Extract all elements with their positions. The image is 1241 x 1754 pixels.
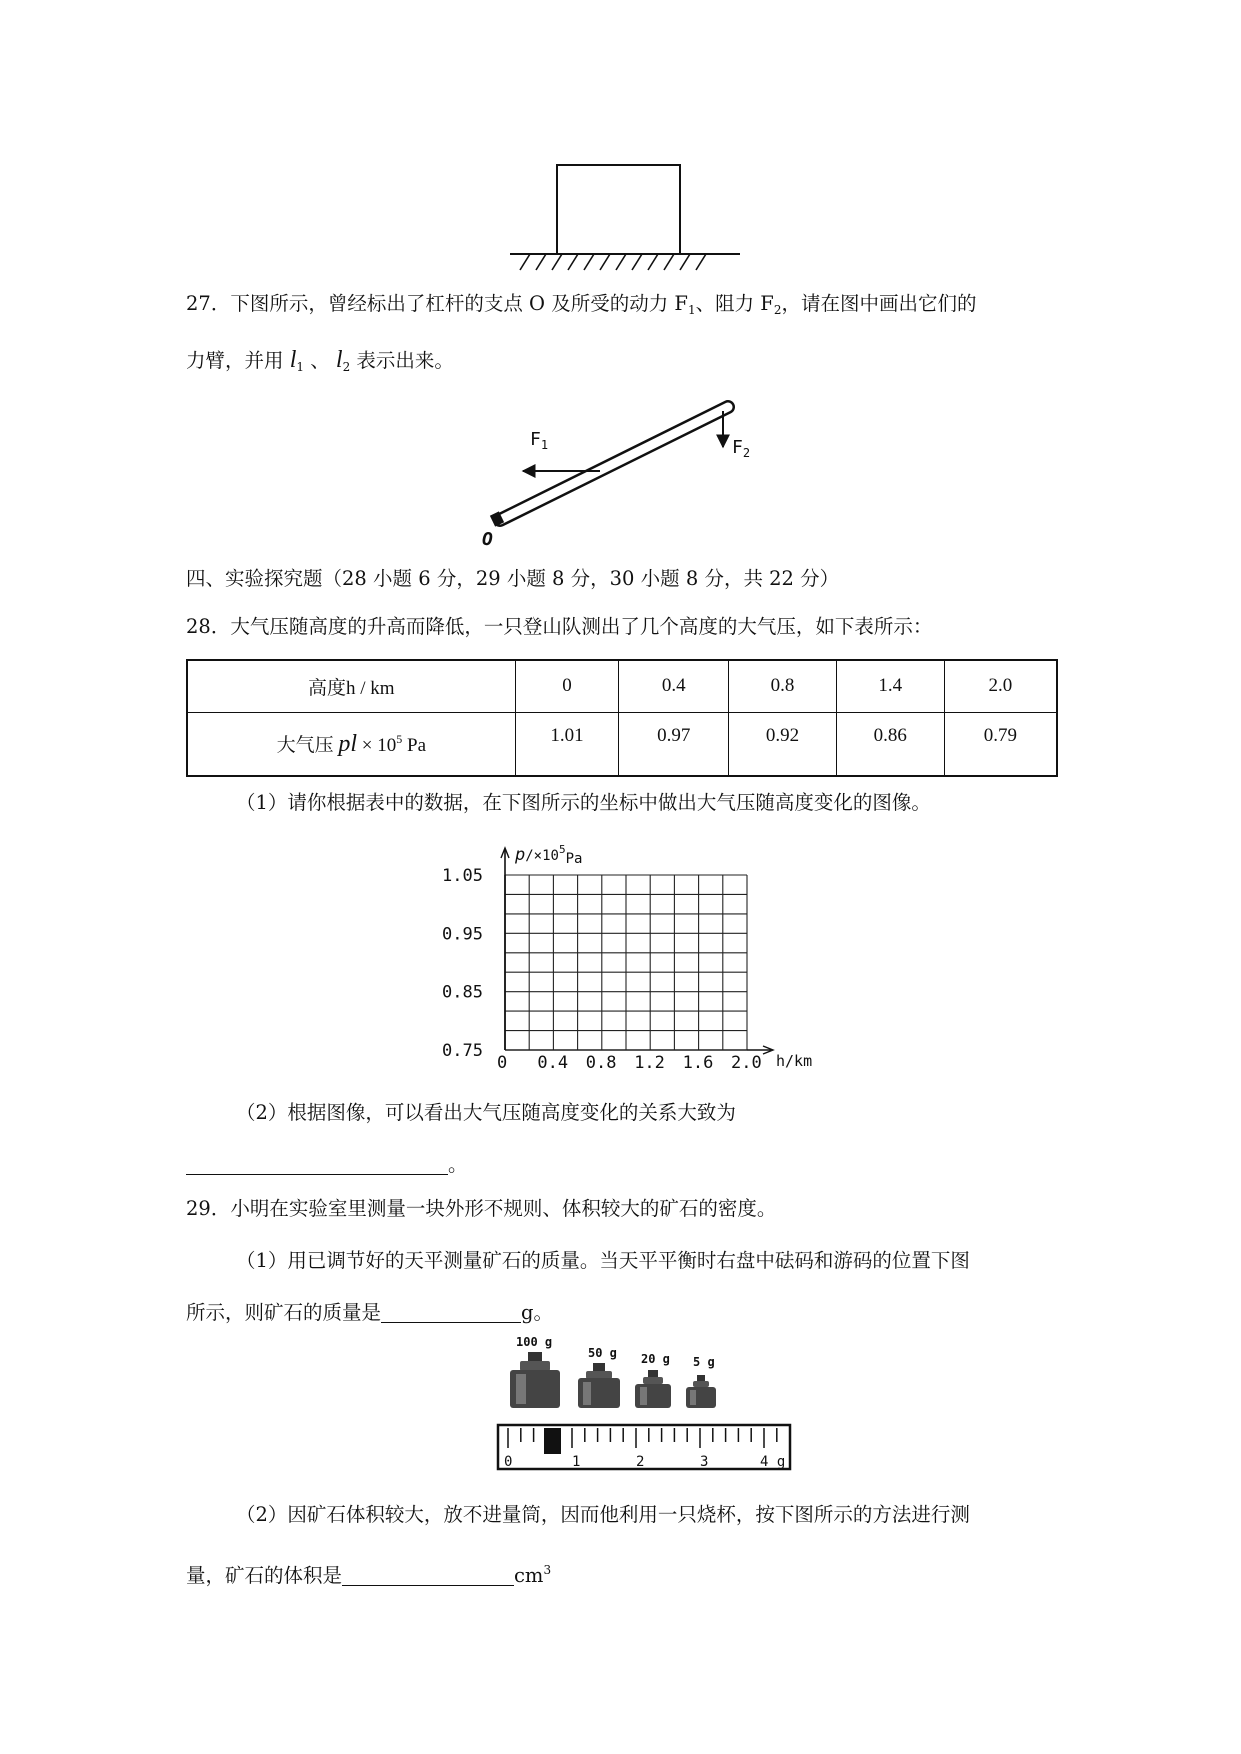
q27-text-line1 [186, 291, 976, 323]
y-tick-label: 0.75 [442, 1041, 483, 1061]
weights-scale-figure [490, 1330, 800, 1480]
q29-intro: 29．小明在实验室里测量一块外形不规则、体积较大的矿石的密度。 [186, 1197, 777, 1220]
table-cell: 1.01 [515, 712, 619, 776]
l2-symbol: l [335, 347, 343, 373]
q29-volume-unit-sup: 3 [543, 1563, 552, 1577]
table-cell: 0.8 [729, 660, 837, 712]
x-tick-label: 0 [497, 1053, 508, 1070]
block-on-ground-figure [500, 160, 740, 280]
chart-y-label: $p/\times 10^5_{Pa}$ [515, 843, 583, 867]
y-tick-label: 1.05 [442, 866, 483, 886]
x-tick-label: 0.8 [585, 1053, 617, 1070]
f1-subscript: 1 [687, 303, 696, 317]
ground-hatching [520, 254, 706, 270]
table-cell: 2.0 [944, 660, 1057, 712]
chart-x-label: h/km [776, 1052, 813, 1070]
weight-50g [578, 1346, 620, 1408]
table-cell: 0.4 [619, 660, 729, 712]
q27-text-e: 表示出来。 [350, 349, 454, 372]
f1-label: $F_1$ [530, 429, 549, 452]
svg-text:0: 0 [504, 1454, 513, 1470]
svg-text:20 g: 20 g [641, 1352, 670, 1366]
q28-part2-period: 。 [448, 1153, 468, 1176]
answer-blank-volume[interactable] [342, 1565, 514, 1586]
svg-text:3: 3 [700, 1454, 709, 1470]
y-tick-label: 0.85 [442, 982, 483, 1003]
svg-text:2: 2 [636, 1454, 645, 1470]
answer-blank-mass[interactable] [381, 1302, 521, 1323]
table-row-height [187, 660, 1057, 712]
q28-intro: 28．大气压随高度的升高而降低，一只登山队测出了几个高度的大气压，如下表所示： [186, 615, 933, 638]
x-tick-label: 0.4 [537, 1053, 569, 1070]
table-cell: 0.97 [619, 712, 729, 776]
q29-part1-line1: （1）用已调节好的天平测量矿石的质量。当天平平衡时右盘中砝码和游码的位置下图 [236, 1249, 970, 1272]
lever-bar [500, 407, 728, 520]
q27-text-line2 [186, 347, 454, 380]
q29-mass-unit: g。 [521, 1301, 553, 1324]
y-tick-label: 0.95 [442, 924, 483, 945]
table-header-pressure: 大气压 pl × $10^5$ Pa [187, 712, 515, 776]
lever-figure [480, 395, 770, 550]
svg-text:1: 1 [572, 1454, 581, 1470]
table-cell: 0.92 [729, 712, 837, 776]
answer-blank-relation[interactable] [186, 1154, 448, 1175]
svg-text:4 g: 4 g [760, 1454, 786, 1470]
svg-text:100 g: 100 g [516, 1335, 553, 1349]
table-cell: 0 [515, 660, 619, 712]
f2-label: $F_2$ [732, 437, 751, 460]
l2-subscript: 2 [342, 360, 351, 374]
x-tick-label: 1.2 [634, 1053, 665, 1070]
x-tick-label: 2.0 [731, 1053, 762, 1070]
q29-part2-text: 量，矿石的体积是 [186, 1564, 343, 1587]
fulcrum-label: O [482, 529, 493, 550]
rider[interactable] [544, 1428, 561, 1454]
x-tick-label: 1.6 [682, 1053, 714, 1070]
table-header-height: 高度h / km [187, 660, 515, 712]
q27-sep: 、 [304, 349, 336, 372]
q27-text-d: 力臂，并用 [186, 349, 290, 372]
q29-part1-line2 [186, 1300, 553, 1326]
table-row-pressure [187, 712, 1057, 776]
q29-part1-text: 所示，则矿石的质量是 [186, 1301, 382, 1324]
table-cell: 0.79 [944, 712, 1057, 776]
l1-subscript: 1 [296, 360, 305, 374]
q27-text-b: 、阻力 F [695, 292, 774, 315]
weight-5g [686, 1355, 716, 1408]
table-cell: 1.4 [836, 660, 944, 712]
q27-text-a: 27．下图所示，曾经标出了杠杆的支点 O 及所受的动力 F [186, 292, 688, 315]
block-rect [557, 165, 680, 254]
q29-part2-line2 [186, 1557, 551, 1589]
pressure-table [186, 659, 1058, 777]
q28-part2-answer [186, 1152, 468, 1178]
svg-text:5 g: 5 g [693, 1355, 715, 1369]
q28-part1: （1）请你根据表中的数据，在下图所示的坐标中做出大气压随高度变化的图像。 [236, 791, 931, 814]
svg-text:50 g: 50 g [588, 1346, 617, 1360]
table-cell: 0.86 [836, 712, 944, 776]
q29-part2-line1: （2）因矿石体积较大，放不进量筒，因而他利用一只烧杯，按下图所示的方法进行测 [236, 1503, 970, 1526]
weight-20g [635, 1352, 671, 1408]
q29-volume-unit: cm [514, 1564, 544, 1587]
l1-symbol: l [289, 347, 297, 373]
f2-subscript: 2 [773, 303, 782, 317]
rider-scale [498, 1425, 790, 1470]
q28-part2: （2）根据图像，可以看出大气压随高度变化的关系大致为 [236, 1101, 736, 1124]
chart-grid [505, 875, 773, 1054]
q27-text-c: ，请在图中画出它们的 [781, 292, 977, 315]
pressure-grid-chart [440, 840, 860, 1070]
section4-title: 四、实验探究题（28 小题 6 分，29 小题 8 分，30 小题 8 分，共 22 分） [186, 567, 840, 590]
weight-100g [510, 1335, 560, 1408]
